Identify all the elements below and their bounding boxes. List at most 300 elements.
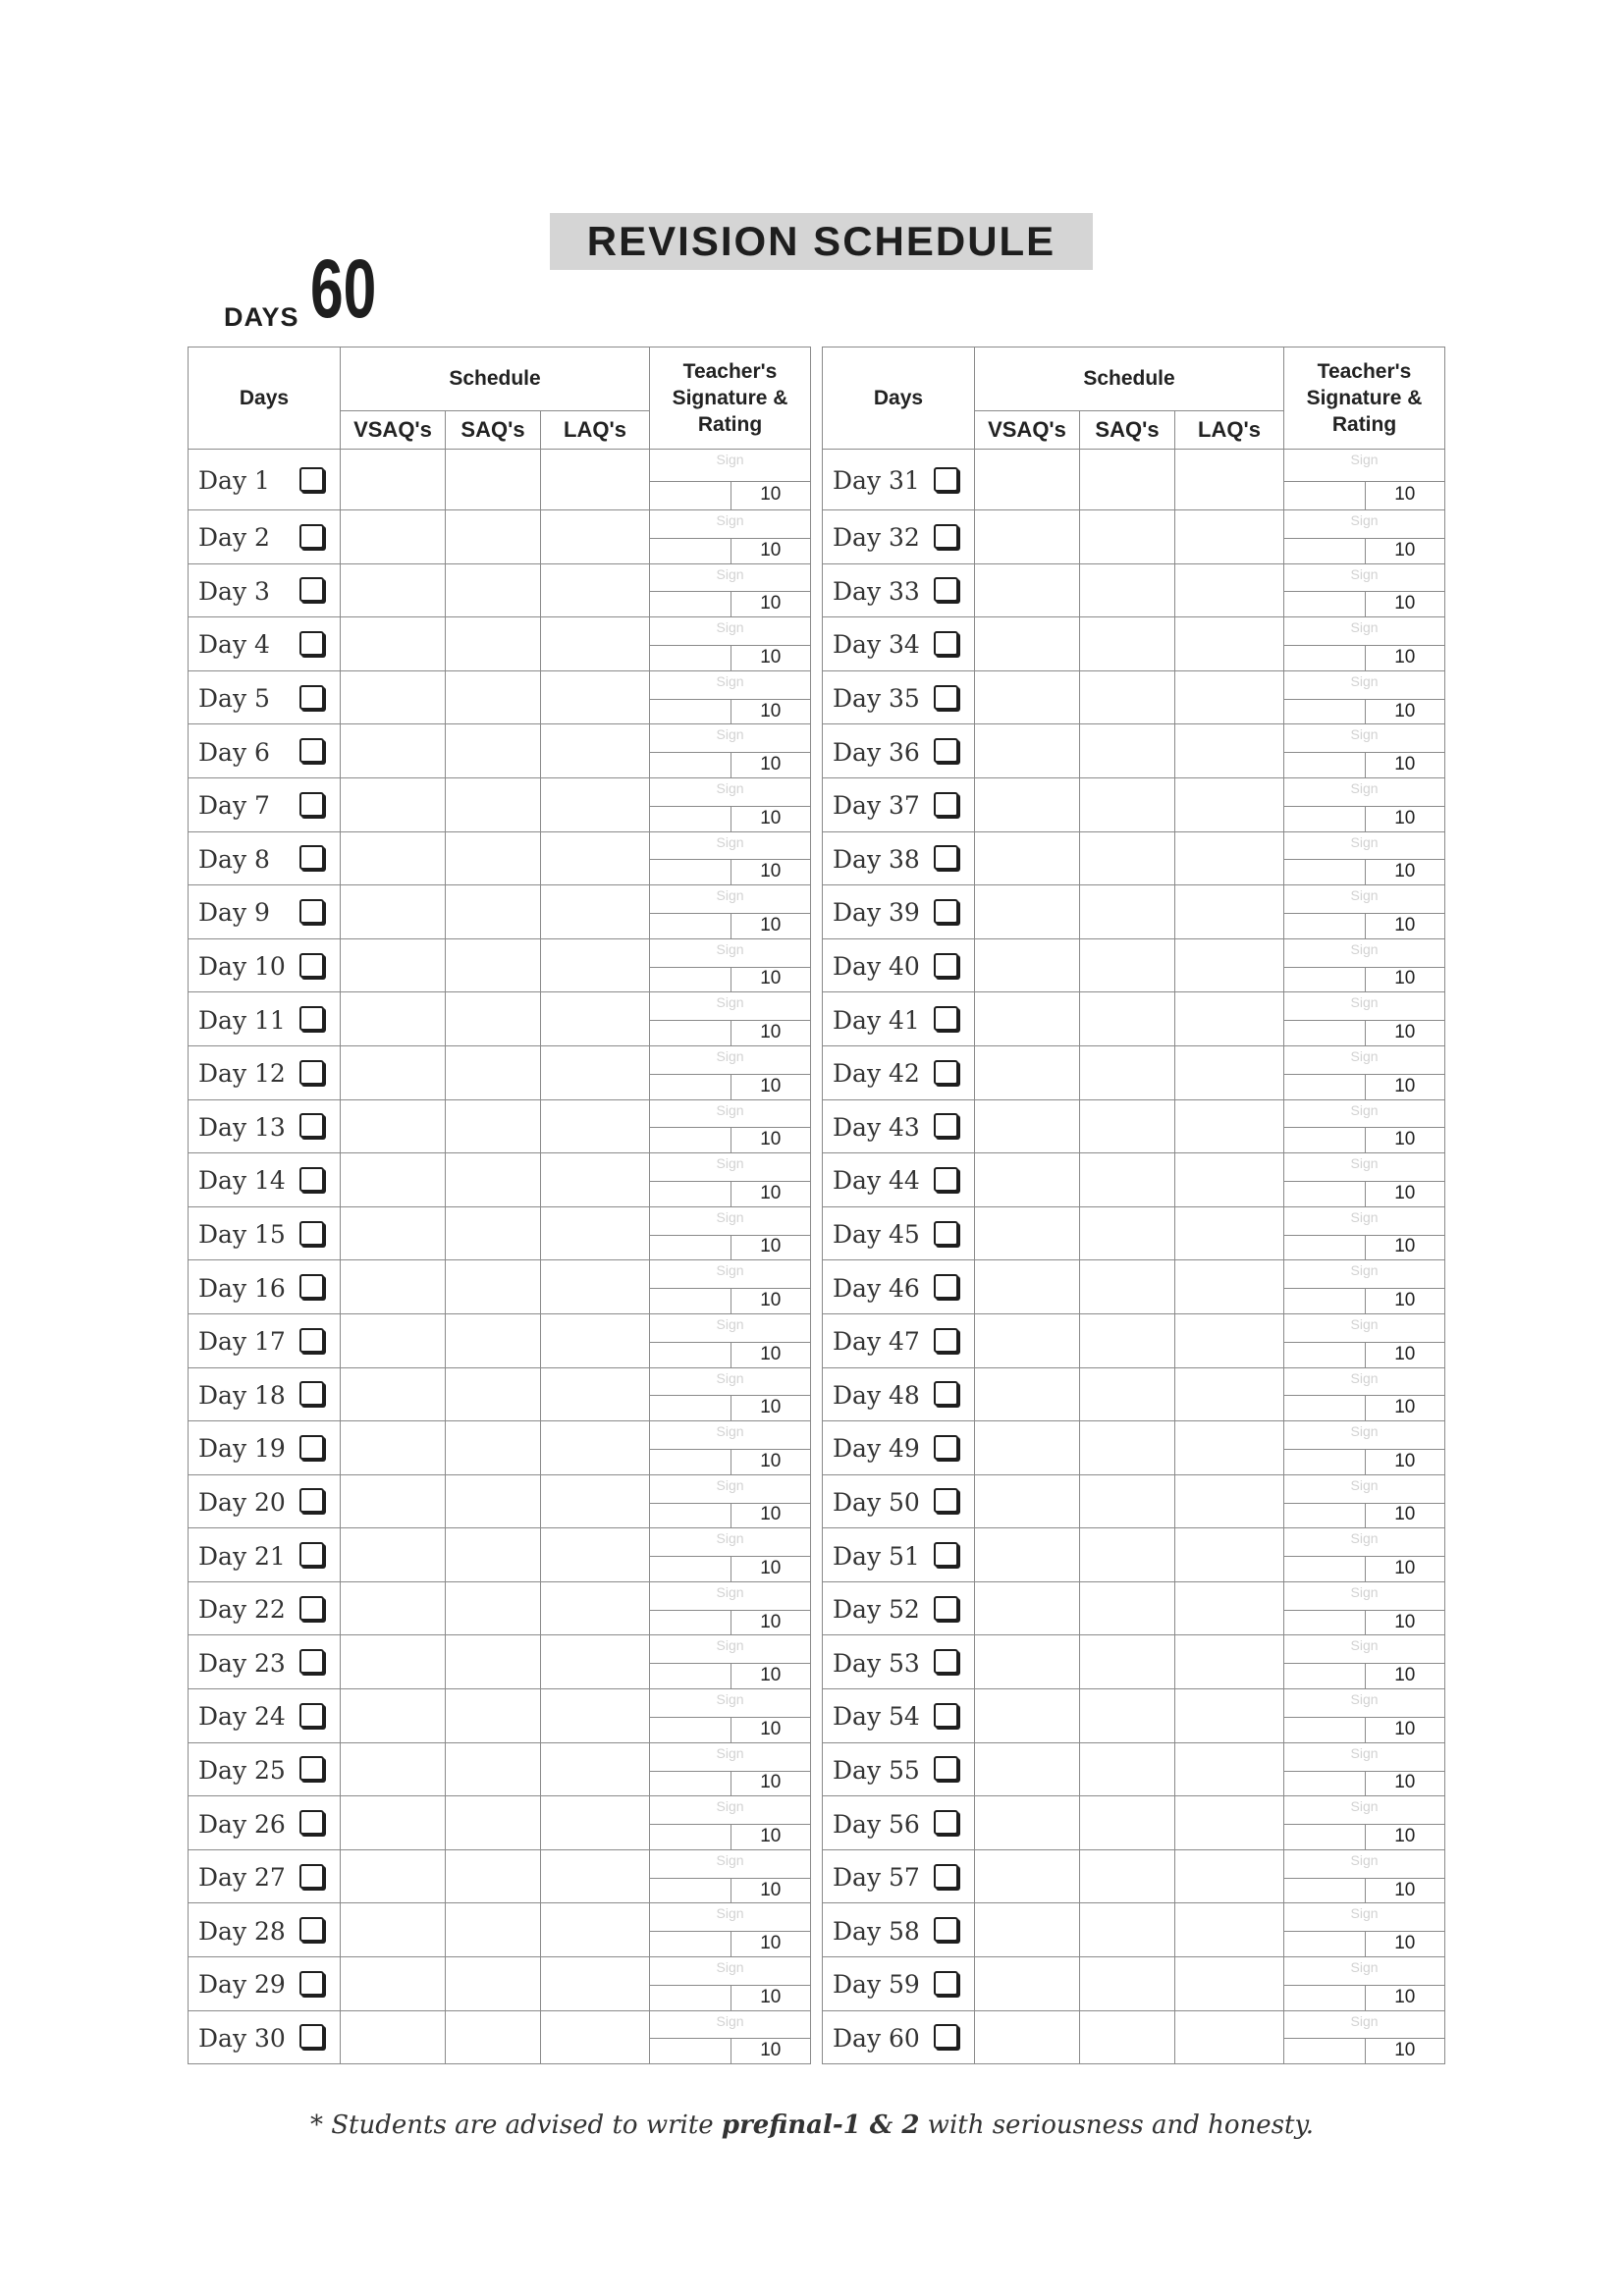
vsaq-cell[interactable] bbox=[975, 670, 1080, 724]
saq-cell[interactable] bbox=[1080, 831, 1175, 885]
day-complete-checkbox[interactable] bbox=[299, 953, 324, 978]
rating-box[interactable]: 10 bbox=[1365, 1985, 1445, 2010]
saq-cell[interactable] bbox=[446, 510, 541, 564]
day-complete-checkbox[interactable] bbox=[934, 1274, 958, 1299]
saq-cell[interactable] bbox=[446, 1153, 541, 1207]
teacher-signature-cell[interactable] bbox=[1284, 1903, 1445, 1957]
day-complete-checkbox[interactable] bbox=[299, 1113, 324, 1138]
teacher-signature-cell[interactable] bbox=[650, 2010, 811, 2064]
day-complete-checkbox[interactable] bbox=[934, 577, 958, 602]
saq-cell[interactable] bbox=[446, 670, 541, 724]
teacher-signature-cell[interactable] bbox=[650, 617, 811, 671]
saq-cell[interactable] bbox=[1080, 777, 1175, 831]
saq-cell[interactable] bbox=[446, 885, 541, 939]
vsaq-cell[interactable] bbox=[341, 1689, 446, 1743]
teacher-signature-cell[interactable] bbox=[1284, 938, 1445, 992]
laq-cell[interactable] bbox=[1175, 1367, 1284, 1421]
day-complete-checkbox[interactable] bbox=[299, 1006, 324, 1031]
vsaq-cell[interactable] bbox=[341, 1313, 446, 1367]
rating-box[interactable]: 10 bbox=[731, 1503, 811, 1528]
day-complete-checkbox[interactable] bbox=[934, 631, 958, 656]
saq-cell[interactable] bbox=[1080, 1421, 1175, 1475]
saq-cell[interactable] bbox=[1080, 1581, 1175, 1635]
day-complete-checkbox[interactable] bbox=[299, 1542, 324, 1567]
teacher-signature-cell[interactable] bbox=[1284, 777, 1445, 831]
rating-box[interactable]: 10 bbox=[731, 481, 811, 509]
rating-box[interactable]: 10 bbox=[1365, 1127, 1445, 1152]
laq-cell[interactable] bbox=[1175, 1635, 1284, 1689]
saq-cell[interactable] bbox=[1080, 1206, 1175, 1260]
vsaq-cell[interactable] bbox=[975, 1796, 1080, 1850]
laq-cell[interactable] bbox=[541, 938, 650, 992]
rating-box[interactable]: 10 bbox=[731, 967, 811, 992]
saq-cell[interactable] bbox=[446, 1045, 541, 1099]
vsaq-cell[interactable] bbox=[341, 1635, 446, 1689]
saq-cell[interactable] bbox=[1080, 938, 1175, 992]
laq-cell[interactable] bbox=[1175, 831, 1284, 885]
laq-cell[interactable] bbox=[1175, 724, 1284, 778]
vsaq-cell[interactable] bbox=[341, 1581, 446, 1635]
day-complete-checkbox[interactable] bbox=[299, 1435, 324, 1460]
teacher-signature-cell[interactable] bbox=[1284, 1528, 1445, 1582]
day-complete-checkbox[interactable] bbox=[299, 1649, 324, 1674]
vsaq-cell[interactable] bbox=[341, 1742, 446, 1796]
saq-cell[interactable] bbox=[1080, 1903, 1175, 1957]
vsaq-cell[interactable] bbox=[975, 1206, 1080, 1260]
vsaq-cell[interactable] bbox=[975, 885, 1080, 939]
saq-cell[interactable] bbox=[446, 1581, 541, 1635]
saq-cell[interactable] bbox=[446, 2010, 541, 2064]
teacher-signature-cell[interactable] bbox=[650, 563, 811, 617]
vsaq-cell[interactable] bbox=[341, 1849, 446, 1903]
rating-box[interactable]: 10 bbox=[731, 1717, 811, 1742]
rating-box[interactable]: 10 bbox=[731, 1556, 811, 1581]
rating-box[interactable]: 10 bbox=[731, 1449, 811, 1474]
saq-cell[interactable] bbox=[1080, 1635, 1175, 1689]
rating-box[interactable]: 10 bbox=[731, 1985, 811, 2010]
laq-cell[interactable] bbox=[541, 1635, 650, 1689]
rating-box[interactable]: 10 bbox=[731, 913, 811, 938]
laq-cell[interactable] bbox=[1175, 1581, 1284, 1635]
saq-cell[interactable] bbox=[1080, 450, 1175, 510]
teacher-signature-cell[interactable] bbox=[1284, 1367, 1445, 1421]
rating-box[interactable]: 10 bbox=[1365, 645, 1445, 670]
laq-cell[interactable] bbox=[1175, 1421, 1284, 1475]
rating-box[interactable]: 10 bbox=[1365, 1610, 1445, 1635]
laq-cell[interactable] bbox=[541, 1849, 650, 1903]
day-complete-checkbox[interactable] bbox=[934, 467, 958, 492]
saq-cell[interactable] bbox=[1080, 1313, 1175, 1367]
laq-cell[interactable] bbox=[1175, 777, 1284, 831]
laq-cell[interactable] bbox=[1175, 1957, 1284, 2011]
teacher-signature-cell[interactable] bbox=[1284, 2010, 1445, 2064]
rating-box[interactable]: 10 bbox=[731, 1020, 811, 1045]
laq-cell[interactable] bbox=[541, 1796, 650, 1850]
teacher-signature-cell[interactable] bbox=[650, 724, 811, 778]
vsaq-cell[interactable] bbox=[341, 510, 446, 564]
teacher-signature-cell[interactable] bbox=[650, 1635, 811, 1689]
day-complete-checkbox[interactable] bbox=[934, 1703, 958, 1728]
teacher-signature-cell[interactable] bbox=[650, 777, 811, 831]
teacher-signature-cell[interactable] bbox=[1284, 450, 1445, 510]
rating-box[interactable]: 10 bbox=[731, 1074, 811, 1099]
day-complete-checkbox[interactable] bbox=[934, 1435, 958, 1460]
laq-cell[interactable] bbox=[541, 1099, 650, 1153]
rating-box[interactable]: 10 bbox=[1365, 1342, 1445, 1367]
vsaq-cell[interactable] bbox=[341, 1796, 446, 1850]
saq-cell[interactable] bbox=[446, 617, 541, 671]
laq-cell[interactable] bbox=[541, 1689, 650, 1743]
day-complete-checkbox[interactable] bbox=[299, 738, 324, 763]
teacher-signature-cell[interactable] bbox=[650, 938, 811, 992]
laq-cell[interactable] bbox=[541, 1260, 650, 1314]
laq-cell[interactable] bbox=[1175, 1689, 1284, 1743]
rating-box[interactable]: 10 bbox=[1365, 1556, 1445, 1581]
teacher-signature-cell[interactable] bbox=[1284, 1689, 1445, 1743]
teacher-signature-cell[interactable] bbox=[1284, 1099, 1445, 1153]
vsaq-cell[interactable] bbox=[341, 2010, 446, 2064]
laq-cell[interactable] bbox=[541, 992, 650, 1046]
rating-box[interactable]: 10 bbox=[1365, 806, 1445, 831]
vsaq-cell[interactable] bbox=[975, 2010, 1080, 2064]
day-complete-checkbox[interactable] bbox=[934, 738, 958, 763]
day-complete-checkbox[interactable] bbox=[934, 1917, 958, 1942]
laq-cell[interactable] bbox=[1175, 510, 1284, 564]
vsaq-cell[interactable] bbox=[341, 1957, 446, 2011]
laq-cell[interactable] bbox=[541, 724, 650, 778]
saq-cell[interactable] bbox=[1080, 1742, 1175, 1796]
teacher-signature-cell[interactable] bbox=[650, 1796, 811, 1850]
vsaq-cell[interactable] bbox=[341, 563, 446, 617]
teacher-signature-cell[interactable] bbox=[650, 1260, 811, 1314]
saq-cell[interactable] bbox=[1080, 1153, 1175, 1207]
vsaq-cell[interactable] bbox=[341, 1421, 446, 1475]
laq-cell[interactable] bbox=[1175, 1313, 1284, 1367]
vsaq-cell[interactable] bbox=[975, 1367, 1080, 1421]
vsaq-cell[interactable] bbox=[341, 938, 446, 992]
day-complete-checkbox[interactable] bbox=[934, 1167, 958, 1192]
vsaq-cell[interactable] bbox=[341, 1367, 446, 1421]
day-complete-checkbox[interactable] bbox=[934, 1542, 958, 1567]
laq-cell[interactable] bbox=[1175, 1045, 1284, 1099]
day-complete-checkbox[interactable] bbox=[934, 1488, 958, 1513]
day-complete-checkbox[interactable] bbox=[934, 2024, 958, 2049]
day-complete-checkbox[interactable] bbox=[934, 1060, 958, 1085]
vsaq-cell[interactable] bbox=[975, 617, 1080, 671]
day-complete-checkbox[interactable] bbox=[934, 1381, 958, 1406]
teacher-signature-cell[interactable] bbox=[650, 1581, 811, 1635]
vsaq-cell[interactable] bbox=[975, 1260, 1080, 1314]
day-complete-checkbox[interactable] bbox=[934, 1006, 958, 1031]
vsaq-cell[interactable] bbox=[341, 1260, 446, 1314]
teacher-signature-cell[interactable] bbox=[1284, 1957, 1445, 2011]
rating-box[interactable]: 10 bbox=[731, 1395, 811, 1420]
vsaq-cell[interactable] bbox=[341, 1903, 446, 1957]
laq-cell[interactable] bbox=[1175, 2010, 1284, 2064]
day-complete-checkbox[interactable] bbox=[299, 1864, 324, 1889]
day-complete-checkbox[interactable] bbox=[934, 1328, 958, 1353]
rating-box[interactable]: 10 bbox=[731, 2038, 811, 2063]
day-complete-checkbox[interactable] bbox=[299, 2024, 324, 2049]
laq-cell[interactable] bbox=[1175, 1099, 1284, 1153]
laq-cell[interactable] bbox=[541, 563, 650, 617]
laq-cell[interactable] bbox=[541, 1528, 650, 1582]
teacher-signature-cell[interactable] bbox=[650, 1153, 811, 1207]
vsaq-cell[interactable] bbox=[975, 1903, 1080, 1957]
saq-cell[interactable] bbox=[446, 724, 541, 778]
vsaq-cell[interactable] bbox=[975, 831, 1080, 885]
teacher-signature-cell[interactable] bbox=[1284, 670, 1445, 724]
teacher-signature-cell[interactable] bbox=[650, 450, 811, 510]
saq-cell[interactable] bbox=[1080, 1045, 1175, 1099]
vsaq-cell[interactable] bbox=[341, 1474, 446, 1528]
vsaq-cell[interactable] bbox=[975, 1957, 1080, 2011]
vsaq-cell[interactable] bbox=[975, 1153, 1080, 1207]
saq-cell[interactable] bbox=[1080, 670, 1175, 724]
teacher-signature-cell[interactable] bbox=[650, 1045, 811, 1099]
laq-cell[interactable] bbox=[1175, 1260, 1284, 1314]
laq-cell[interactable] bbox=[541, 1421, 650, 1475]
saq-cell[interactable] bbox=[446, 1367, 541, 1421]
laq-cell[interactable] bbox=[541, 831, 650, 885]
laq-cell[interactable] bbox=[1175, 1903, 1284, 1957]
saq-cell[interactable] bbox=[446, 1903, 541, 1957]
teacher-signature-cell[interactable] bbox=[650, 1206, 811, 1260]
laq-cell[interactable] bbox=[1175, 885, 1284, 939]
vsaq-cell[interactable] bbox=[341, 1206, 446, 1260]
rating-box[interactable]: 10 bbox=[1365, 1771, 1445, 1796]
rating-box[interactable]: 10 bbox=[731, 1342, 811, 1367]
saq-cell[interactable] bbox=[1080, 1367, 1175, 1421]
day-complete-checkbox[interactable] bbox=[299, 1328, 324, 1353]
teacher-signature-cell[interactable] bbox=[650, 1903, 811, 1957]
vsaq-cell[interactable] bbox=[341, 831, 446, 885]
vsaq-cell[interactable] bbox=[975, 510, 1080, 564]
saq-cell[interactable] bbox=[446, 1742, 541, 1796]
teacher-signature-cell[interactable] bbox=[650, 1367, 811, 1421]
vsaq-cell[interactable] bbox=[975, 724, 1080, 778]
day-complete-checkbox[interactable] bbox=[299, 1917, 324, 1942]
rating-box[interactable]: 10 bbox=[1365, 967, 1445, 992]
rating-box[interactable]: 10 bbox=[1365, 752, 1445, 777]
saq-cell[interactable] bbox=[1080, 617, 1175, 671]
laq-cell[interactable] bbox=[1175, 1528, 1284, 1582]
vsaq-cell[interactable] bbox=[341, 1528, 446, 1582]
rating-box[interactable]: 10 bbox=[731, 591, 811, 616]
teacher-signature-cell[interactable] bbox=[1284, 563, 1445, 617]
vsaq-cell[interactable] bbox=[975, 1421, 1080, 1475]
day-complete-checkbox[interactable] bbox=[299, 685, 324, 710]
day-complete-checkbox[interactable] bbox=[299, 577, 324, 602]
saq-cell[interactable] bbox=[446, 1849, 541, 1903]
teacher-signature-cell[interactable] bbox=[650, 1099, 811, 1153]
laq-cell[interactable] bbox=[1175, 563, 1284, 617]
teacher-signature-cell[interactable] bbox=[1284, 1849, 1445, 1903]
teacher-signature-cell[interactable] bbox=[1284, 831, 1445, 885]
saq-cell[interactable] bbox=[446, 831, 541, 885]
rating-box[interactable]: 10 bbox=[731, 1127, 811, 1152]
laq-cell[interactable] bbox=[541, 617, 650, 671]
vsaq-cell[interactable] bbox=[975, 1849, 1080, 1903]
teacher-signature-cell[interactable] bbox=[650, 1689, 811, 1743]
teacher-signature-cell[interactable] bbox=[1284, 1421, 1445, 1475]
teacher-signature-cell[interactable] bbox=[650, 831, 811, 885]
rating-box[interactable]: 10 bbox=[731, 1663, 811, 1688]
day-complete-checkbox[interactable] bbox=[934, 1596, 958, 1621]
vsaq-cell[interactable] bbox=[341, 450, 446, 510]
laq-cell[interactable] bbox=[1175, 1474, 1284, 1528]
day-complete-checkbox[interactable] bbox=[934, 685, 958, 710]
saq-cell[interactable] bbox=[446, 1689, 541, 1743]
day-complete-checkbox[interactable] bbox=[299, 1381, 324, 1406]
saq-cell[interactable] bbox=[1080, 1849, 1175, 1903]
teacher-signature-cell[interactable] bbox=[1284, 1796, 1445, 1850]
saq-cell[interactable] bbox=[1080, 1796, 1175, 1850]
rating-box[interactable]: 10 bbox=[1365, 913, 1445, 938]
laq-cell[interactable] bbox=[541, 1313, 650, 1367]
day-complete-checkbox[interactable] bbox=[299, 1971, 324, 1996]
saq-cell[interactable] bbox=[446, 777, 541, 831]
saq-cell[interactable] bbox=[446, 1635, 541, 1689]
vsaq-cell[interactable] bbox=[975, 563, 1080, 617]
day-complete-checkbox[interactable] bbox=[934, 1864, 958, 1889]
day-complete-checkbox[interactable] bbox=[299, 1221, 324, 1246]
laq-cell[interactable] bbox=[1175, 1153, 1284, 1207]
teacher-signature-cell[interactable] bbox=[1284, 1260, 1445, 1314]
rating-box[interactable]: 10 bbox=[1365, 2038, 1445, 2063]
rating-box[interactable]: 10 bbox=[1365, 591, 1445, 616]
day-complete-checkbox[interactable] bbox=[934, 1649, 958, 1674]
teacher-signature-cell[interactable] bbox=[650, 1957, 811, 2011]
laq-cell[interactable] bbox=[1175, 450, 1284, 510]
vsaq-cell[interactable] bbox=[341, 992, 446, 1046]
vsaq-cell[interactable] bbox=[975, 1045, 1080, 1099]
day-complete-checkbox[interactable] bbox=[934, 1971, 958, 1996]
laq-cell[interactable] bbox=[1175, 1742, 1284, 1796]
teacher-signature-cell[interactable] bbox=[650, 992, 811, 1046]
saq-cell[interactable] bbox=[446, 1260, 541, 1314]
teacher-signature-cell[interactable] bbox=[1284, 1581, 1445, 1635]
saq-cell[interactable] bbox=[446, 1313, 541, 1367]
teacher-signature-cell[interactable] bbox=[1284, 1742, 1445, 1796]
vsaq-cell[interactable] bbox=[341, 724, 446, 778]
day-complete-checkbox[interactable] bbox=[299, 1488, 324, 1513]
teacher-signature-cell[interactable] bbox=[1284, 1474, 1445, 1528]
rating-box[interactable]: 10 bbox=[731, 699, 811, 724]
rating-box[interactable]: 10 bbox=[731, 1288, 811, 1313]
saq-cell[interactable] bbox=[446, 1528, 541, 1582]
vsaq-cell[interactable] bbox=[975, 1742, 1080, 1796]
laq-cell[interactable] bbox=[541, 1045, 650, 1099]
laq-cell[interactable] bbox=[1175, 1849, 1284, 1903]
saq-cell[interactable] bbox=[1080, 992, 1175, 1046]
laq-cell[interactable] bbox=[1175, 992, 1284, 1046]
rating-box[interactable]: 10 bbox=[1365, 1235, 1445, 1260]
laq-cell[interactable] bbox=[1175, 938, 1284, 992]
rating-box[interactable]: 10 bbox=[731, 1878, 811, 1903]
laq-cell[interactable] bbox=[541, 2010, 650, 2064]
day-complete-checkbox[interactable] bbox=[299, 1810, 324, 1835]
vsaq-cell[interactable] bbox=[341, 617, 446, 671]
vsaq-cell[interactable] bbox=[975, 1528, 1080, 1582]
rating-box[interactable]: 10 bbox=[1365, 1020, 1445, 1045]
day-complete-checkbox[interactable] bbox=[299, 792, 324, 817]
teacher-signature-cell[interactable] bbox=[650, 1849, 811, 1903]
teacher-signature-cell[interactable] bbox=[650, 1313, 811, 1367]
saq-cell[interactable] bbox=[446, 1796, 541, 1850]
laq-cell[interactable] bbox=[541, 1742, 650, 1796]
teacher-signature-cell[interactable] bbox=[1284, 992, 1445, 1046]
day-complete-checkbox[interactable] bbox=[299, 1060, 324, 1085]
day-complete-checkbox[interactable] bbox=[934, 1221, 958, 1246]
vsaq-cell[interactable] bbox=[341, 1099, 446, 1153]
day-complete-checkbox[interactable] bbox=[299, 899, 324, 924]
teacher-signature-cell[interactable] bbox=[1284, 1153, 1445, 1207]
saq-cell[interactable] bbox=[446, 1421, 541, 1475]
rating-box[interactable]: 10 bbox=[1365, 1449, 1445, 1474]
vsaq-cell[interactable] bbox=[975, 1581, 1080, 1635]
teacher-signature-cell[interactable] bbox=[650, 1528, 811, 1582]
saq-cell[interactable] bbox=[1080, 1474, 1175, 1528]
saq-cell[interactable] bbox=[1080, 885, 1175, 939]
saq-cell[interactable] bbox=[1080, 1689, 1175, 1743]
saq-cell[interactable] bbox=[446, 1099, 541, 1153]
laq-cell[interactable] bbox=[541, 1206, 650, 1260]
vsaq-cell[interactable] bbox=[975, 777, 1080, 831]
laq-cell[interactable] bbox=[1175, 1206, 1284, 1260]
day-complete-checkbox[interactable] bbox=[934, 845, 958, 870]
vsaq-cell[interactable] bbox=[975, 992, 1080, 1046]
teacher-signature-cell[interactable] bbox=[650, 1474, 811, 1528]
vsaq-cell[interactable] bbox=[975, 938, 1080, 992]
rating-box[interactable]: 10 bbox=[731, 1610, 811, 1635]
laq-cell[interactable] bbox=[541, 1581, 650, 1635]
teacher-signature-cell[interactable] bbox=[1284, 1635, 1445, 1689]
laq-cell[interactable] bbox=[1175, 1796, 1284, 1850]
day-complete-checkbox[interactable] bbox=[934, 524, 958, 549]
teacher-signature-cell[interactable] bbox=[650, 670, 811, 724]
rating-box[interactable]: 10 bbox=[731, 1931, 811, 1956]
laq-cell[interactable] bbox=[541, 1903, 650, 1957]
rating-box[interactable]: 10 bbox=[1365, 1074, 1445, 1099]
teacher-signature-cell[interactable] bbox=[650, 1421, 811, 1475]
saq-cell[interactable] bbox=[1080, 1528, 1175, 1582]
saq-cell[interactable] bbox=[1080, 1099, 1175, 1153]
vsaq-cell[interactable] bbox=[975, 1099, 1080, 1153]
vsaq-cell[interactable] bbox=[975, 1474, 1080, 1528]
rating-box[interactable]: 10 bbox=[731, 645, 811, 670]
vsaq-cell[interactable] bbox=[341, 670, 446, 724]
saq-cell[interactable] bbox=[1080, 1957, 1175, 2011]
laq-cell[interactable] bbox=[541, 777, 650, 831]
laq-cell[interactable] bbox=[541, 1153, 650, 1207]
rating-box[interactable]: 10 bbox=[1365, 1824, 1445, 1849]
laq-cell[interactable] bbox=[541, 1474, 650, 1528]
rating-box[interactable]: 10 bbox=[731, 806, 811, 831]
rating-box[interactable]: 10 bbox=[731, 1181, 811, 1206]
saq-cell[interactable] bbox=[446, 1957, 541, 2011]
vsaq-cell[interactable] bbox=[975, 1635, 1080, 1689]
teacher-signature-cell[interactable] bbox=[1284, 1313, 1445, 1367]
saq-cell[interactable] bbox=[446, 938, 541, 992]
day-complete-checkbox[interactable] bbox=[299, 524, 324, 549]
saq-cell[interactable] bbox=[446, 563, 541, 617]
teacher-signature-cell[interactable] bbox=[1284, 885, 1445, 939]
day-complete-checkbox[interactable] bbox=[934, 1756, 958, 1781]
day-complete-checkbox[interactable] bbox=[299, 1756, 324, 1781]
day-complete-checkbox[interactable] bbox=[299, 1703, 324, 1728]
rating-box[interactable]: 10 bbox=[731, 1824, 811, 1849]
